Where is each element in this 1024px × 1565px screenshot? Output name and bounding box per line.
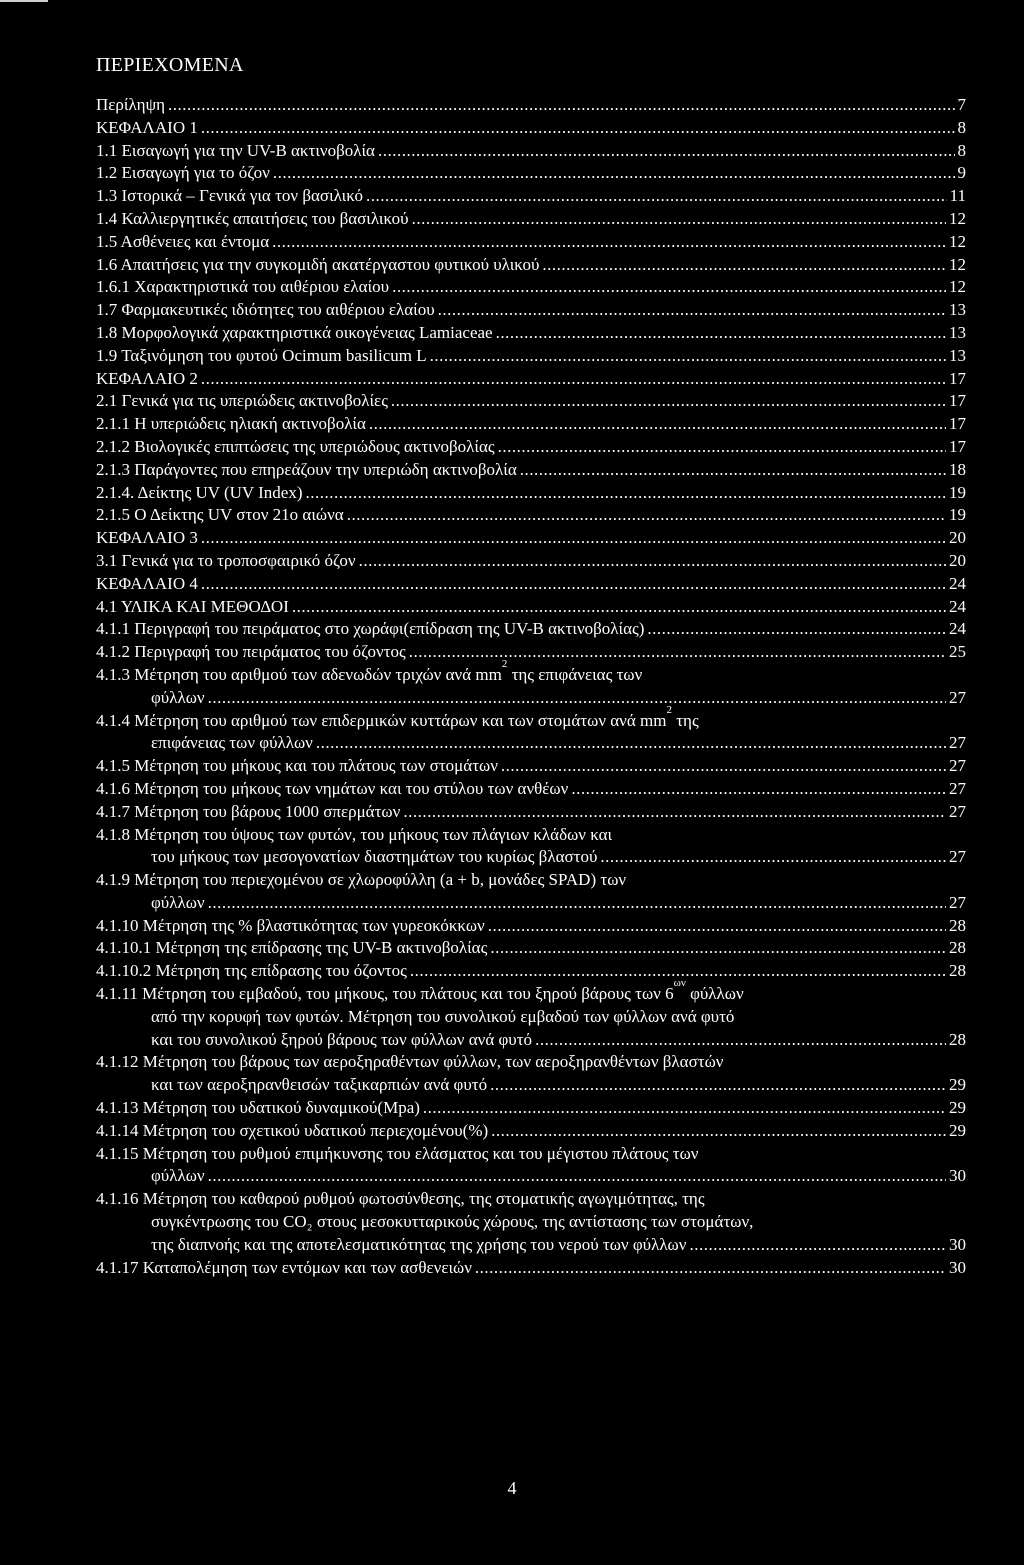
toc-entry <box>96 824 966 870</box>
toc-page-number: 27 <box>949 892 966 912</box>
toc-entry-title: 4.1.10.2 Μέτρηση της επίδρασης του όζοντος <box>96 961 407 981</box>
toc-entry-line <box>96 459 966 482</box>
dot-leader <box>423 1097 946 1120</box>
toc-entry-title: επιφάνειας των φύλλων <box>151 733 313 753</box>
toc-entry-line <box>96 641 966 664</box>
toc-entry-line <box>96 527 966 550</box>
toc-entry-line <box>96 657 643 687</box>
toc-page-number: 28 <box>949 915 966 935</box>
toc-entry <box>96 208 966 231</box>
toc-page-number: 25 <box>949 642 966 662</box>
toc-entry-title: και του συνολικού ξηρού βάρους των φύλλων ανά φυτό <box>151 1029 533 1049</box>
dot-leader <box>292 596 946 619</box>
toc-entry-line <box>96 299 966 322</box>
dot-leader <box>498 436 946 459</box>
dot-leader <box>496 322 946 345</box>
toc-entry <box>96 436 966 459</box>
toc-entry-title: από την κορυφή των φυτών. Μέτρηση του συνολικού εμβαδού των φύλλων ανά φυτό <box>151 1006 735 1026</box>
toc-page-number: 8 <box>957 140 966 160</box>
toc-entry <box>96 299 966 322</box>
toc-entry-line <box>96 231 966 254</box>
toc-entry-title: 4.1.11 Μέτρηση του εμβαδού, του μήκους, του πλάτους και του ξηρού βάρους των 6 <box>96 984 674 1004</box>
toc-entry-line <box>96 345 966 368</box>
dot-leader <box>412 208 946 231</box>
toc-entry <box>96 254 966 277</box>
toc-entry-title: 4.1.17 Καταπολέμηση των εντόμων και των ασθενειών <box>96 1257 472 1277</box>
toc-entry-title-continued: φύλλων <box>685 984 744 1004</box>
dot-leader <box>520 459 946 482</box>
toc-entry-line <box>96 413 966 436</box>
toc-entry-title: 2.1 Γενικά για τις υπεριώδεις ακτινοβολίες <box>96 391 388 411</box>
toc-entry-title: ΚΕΦΑΛΑΙΟ 1 <box>96 117 198 137</box>
toc-entry <box>96 618 966 641</box>
dot-leader <box>201 117 955 140</box>
toc-page-number: 13 <box>949 322 966 342</box>
toc-page-number: 17 <box>949 368 966 388</box>
toc-entry <box>96 413 966 436</box>
toc-entry <box>96 960 966 983</box>
dot-leader <box>535 1029 946 1052</box>
toc-entry-title: 4.1.2 Περιγραφή του πειράματος του όζοντος <box>96 642 406 662</box>
dot-leader <box>409 641 946 664</box>
toc-entry <box>96 573 966 596</box>
toc-entry-title: 4.1.6 Μέτρηση του μήκους των νημάτων και του στύλου των ανθέων <box>96 778 569 798</box>
toc-entry <box>96 504 966 527</box>
toc-entry-title: 1.4 Καλλιεργητικές απαιτήσεις του βασιλικού <box>96 208 409 228</box>
toc-entry-line <box>96 977 744 1006</box>
toc-entry-line <box>151 1234 966 1257</box>
toc-entry <box>96 915 966 938</box>
toc-entry-title: 4.1.12 Μέτρηση του βάρους των αεροξηραθέντων φύλλων, των αεροξηρανθέντων βλαστών <box>96 1052 724 1072</box>
toc-entry-line <box>96 1051 723 1074</box>
toc-entry-line <box>96 960 966 983</box>
toc-entry-line <box>96 368 966 391</box>
toc-entry <box>96 527 966 550</box>
toc-page-number: 29 <box>949 1075 966 1095</box>
toc-page-number: 24 <box>949 573 966 593</box>
toc-entry-superscript: 2 <box>666 703 672 716</box>
toc-entry-line <box>96 436 966 459</box>
toc-entry-title: 1.1 Εισαγωγή για την UV-B ακτινοβολία <box>96 140 375 160</box>
toc-entry-line <box>151 1006 966 1029</box>
toc-entry-line <box>96 390 966 413</box>
toc-entry <box>96 755 966 778</box>
toc-page-number: 28 <box>949 961 966 981</box>
toc-entry-line <box>96 778 966 801</box>
toc-entry-title: φύλλων <box>151 1166 205 1186</box>
toc-entry-line <box>96 140 966 163</box>
toc-entry <box>96 1051 966 1097</box>
toc-entry-title: και των αεροξηρανθεισών ταξικαρπιών ανά φυτό <box>151 1075 488 1095</box>
toc-entry-title: ΚΕΦΑΛΑΙΟ 2 <box>96 368 198 388</box>
toc-entry-line <box>151 732 966 755</box>
toc-entry <box>96 482 966 505</box>
toc-page-number: 27 <box>949 687 966 707</box>
toc-entry <box>96 140 966 163</box>
toc-entry-title: 4.1.4 Μέτρηση του αριθμού των επιδερμικών κυττάρων και των στομάτων ανά mm <box>96 710 667 730</box>
toc-entry-line <box>96 915 966 938</box>
toc-entry-title: 2.1.4. Δείκτης UV (UV Index) <box>96 482 303 502</box>
dot-leader <box>391 390 946 413</box>
toc-page-number: 12 <box>949 277 966 297</box>
toc-entry-title: ΚΕΦΑΛΑΙΟ 3 <box>96 528 198 548</box>
toc-entry-line <box>151 1165 966 1188</box>
toc-page-number: 24 <box>949 596 966 616</box>
toc-entry-title: ΚΕΦΑΛΑΙΟ 4 <box>96 573 198 593</box>
toc-entry-line <box>151 892 966 915</box>
toc-page-number: 28 <box>949 938 966 958</box>
toc-page-number: 30 <box>949 1234 966 1254</box>
toc-entry-superscript: ων <box>673 977 686 990</box>
toc-entry-title: 4.1.14 Μέτρηση του σχετικού υδατικού περιεχομένου(%) <box>96 1120 489 1140</box>
toc-page-number: 19 <box>949 482 966 502</box>
toc-page-number: 27 <box>949 756 966 776</box>
toc-page-number: 27 <box>949 801 966 821</box>
toc-entry-line <box>151 687 966 710</box>
toc-entry-title: 4.1.1 Περιγραφή του πειράματος στο χωράφι(επίδραση της UV-B ακτινοβολίας) <box>96 619 645 639</box>
toc-entry-title: 4.1.9 Μέτρηση του περιεχομένου σε χλωροφύλλη (a + b, μονάδες SPAD) των <box>96 870 627 890</box>
dot-leader <box>168 94 955 117</box>
toc-page-number: 30 <box>949 1166 966 1186</box>
toc-entry-line <box>96 1120 966 1143</box>
toc-entry <box>96 657 966 710</box>
dot-leader <box>306 482 947 505</box>
toc-entry-title: 1.3 Ιστορικά – Γενικά για τον βασιλικό <box>96 186 363 206</box>
toc-page-number: 12 <box>949 208 966 228</box>
toc-entry <box>96 345 966 368</box>
toc-page-number: 9 <box>957 163 966 183</box>
toc-page-number: 19 <box>949 505 966 525</box>
toc-page-number: 29 <box>949 1120 966 1140</box>
toc-entry <box>96 1188 966 1256</box>
toc-entry-title: 1.8 Μορφολογικά χαρακτηριστικά οικογένειας Lamiaceae <box>96 322 493 342</box>
dot-leader <box>430 345 946 368</box>
toc-entry-title: 4.1.15 Μέτρηση του ρυθμού επιμήκυνσης του ελάσματος και του μέγιστου πλάτους των <box>96 1143 699 1163</box>
toc-entry-line <box>96 276 966 299</box>
toc-entry-title: 1.9 Ταξινόμηση του φυτού Ocimum basilicum L <box>96 345 427 365</box>
dot-leader <box>490 937 946 960</box>
toc-page-number: 27 <box>949 733 966 753</box>
toc-entry-title-continued: της <box>671 710 699 730</box>
toc-entry-superscript: 2 <box>501 657 508 670</box>
toc-page-number: 24 <box>949 619 966 639</box>
toc-entry-title: 1.6 Απαιτήσεις για την συγκομιδή ακατέργαστου φυτικού υλικού <box>96 254 540 274</box>
toc-page-number: 27 <box>949 847 966 867</box>
toc-entry-line <box>96 94 966 117</box>
toc-entry-title: φύλλων <box>151 687 205 707</box>
toc-entry-line <box>151 1211 966 1234</box>
toc-page-number: 13 <box>949 345 966 365</box>
toc-entry-title: 4.1.3 Μέτρηση του αριθμού των αδενωδών τριχών ανά mm <box>96 664 502 684</box>
toc-entry-line <box>151 1029 966 1052</box>
toc-entry-title: 4.1.10 Μέτρηση της % βλαστικότητας των γυρεοκόκκων <box>96 915 485 935</box>
dot-leader <box>689 1234 946 1257</box>
toc-entry-title: 4.1 ΥΛΙΚΑ ΚΑΙ ΜΕΘΟΔΟΙ <box>96 596 289 616</box>
toc-page-number: 12 <box>949 231 966 251</box>
toc-page-number: 17 <box>949 414 966 434</box>
toc-entry-line <box>96 550 966 573</box>
toc-entry-line <box>96 755 966 778</box>
toc-page-number: 12 <box>949 254 966 274</box>
toc-entry-line <box>96 162 966 185</box>
toc-entry-line <box>96 618 966 641</box>
toc-page-number: 17 <box>949 436 966 456</box>
toc-entry <box>96 231 966 254</box>
toc-entry <box>96 977 966 1051</box>
toc-entry-line <box>96 504 966 527</box>
dot-leader <box>201 527 946 550</box>
toc-entry-title: συγκέντρωσης του CO₂ στους μεσοκυτταρικούς χώρους, της αντίστασης των στομάτων, <box>151 1212 754 1232</box>
toc-page-number: 29 <box>949 1098 966 1118</box>
toc-entry-title: του μήκους των μεσογονατίων διαστημάτων του κυρίως βλαστού <box>151 847 598 867</box>
toc-entry-title: 4.1.13 Μέτρηση του υδατικού δυναμικού(Mpa) <box>96 1098 420 1118</box>
toc-entry-line <box>96 869 626 892</box>
toc-entry-title: 2.1.2 Βιολογικές επιπτώσεις της υπεριώδους ακτινοβολίας <box>96 436 495 456</box>
toc-entry-title-continued: της επιφάνειας των <box>507 664 643 684</box>
dot-leader <box>438 299 946 322</box>
dot-leader <box>201 573 946 596</box>
dot-leader <box>475 1257 946 1280</box>
table-of-contents <box>96 94 966 1279</box>
dot-leader <box>600 846 946 869</box>
toc-entry-line <box>96 1188 705 1211</box>
toc-page-number: 11 <box>949 186 966 206</box>
toc-entry-line <box>96 596 966 619</box>
dot-leader <box>491 1120 946 1143</box>
toc-page-number: 20 <box>949 550 966 570</box>
dot-leader <box>488 915 946 938</box>
toc-entry-line <box>96 1257 966 1280</box>
toc-entry-title: 2.1.3 Παράγοντες που επηρεάζουν την υπεριώδη ακτινοβολία <box>96 459 517 479</box>
dot-leader <box>501 755 946 778</box>
toc-page-number: 13 <box>949 300 966 320</box>
dot-leader <box>647 618 946 641</box>
dot-leader <box>272 231 946 254</box>
toc-entry <box>96 641 966 664</box>
toc-entry-title: 4.1.10.1 Μέτρηση της επίδρασης της UV-B ακτινοβολίας <box>96 938 488 958</box>
toc-entry-title: 2.1.1 Η υπεριώδεις ηλιακή ακτινοβολία <box>96 414 366 434</box>
toc-entry-title: 2.1.5 Ο Δείκτης UV στον 21ο αιώνα <box>96 505 344 525</box>
page-number: 4 <box>507 1478 517 1498</box>
toc-entry <box>96 459 966 482</box>
toc-entry <box>96 703 966 756</box>
toc-entry-line <box>96 254 966 277</box>
dot-leader <box>347 504 946 527</box>
toc-page-number: 18 <box>949 459 966 479</box>
toc-entry-line <box>96 1143 698 1166</box>
dot-leader <box>366 185 947 208</box>
toc-entry <box>96 1257 966 1280</box>
toc-entry <box>96 94 966 117</box>
toc-entry-title: 1.5 Ασθένειες και έντομα <box>96 231 270 251</box>
dot-leader <box>201 368 946 391</box>
dot-leader <box>571 778 946 801</box>
toc-page-number: 28 <box>949 1029 966 1049</box>
toc-entry-line <box>96 703 699 733</box>
toc-entry-title: 4.1.16 Μέτρηση του καθαρού ρυθμού φωτοσύνθεσης, της στοματικής αγωγιμότητας, της <box>96 1189 705 1209</box>
dot-leader <box>359 550 946 573</box>
toc-page-number: 7 <box>957 95 966 114</box>
dot-leader <box>273 162 955 185</box>
toc-entry-line <box>96 801 966 824</box>
dot-leader <box>378 140 955 163</box>
toc-entry <box>96 937 966 960</box>
toc-entry <box>96 1097 966 1120</box>
top-edge-mark <box>0 0 48 2</box>
toc-entry <box>96 276 966 299</box>
toc-entry <box>96 550 966 573</box>
toc-entry <box>96 185 966 208</box>
toc-page-number: 27 <box>949 778 966 798</box>
toc-entry-line <box>96 573 966 596</box>
toc-entry-line <box>96 185 966 208</box>
toc-entry <box>96 596 966 619</box>
toc-entry-title: Περίληψη <box>96 95 165 114</box>
toc-entry-line <box>151 1074 966 1097</box>
toc-entry <box>96 1120 966 1143</box>
toc-entry-line <box>96 824 612 847</box>
toc-entry <box>96 869 966 915</box>
toc-entry-title: 3.1 Γενικά για το τροποσφαιρικό όζον <box>96 550 356 570</box>
toc-entry <box>96 162 966 185</box>
dot-leader <box>542 254 946 277</box>
toc-entry <box>96 390 966 413</box>
dot-leader <box>316 732 946 755</box>
toc-entry-title: 1.2 Εισαγωγή για το όζον <box>96 163 270 183</box>
toc-entry-line <box>96 1097 966 1120</box>
toc-entry-line <box>96 322 966 345</box>
toc-entry-line <box>151 846 966 869</box>
toc-entry-line <box>96 117 966 140</box>
toc-entry <box>96 368 966 391</box>
toc-page-number: 8 <box>957 117 966 137</box>
toc-entry <box>96 322 966 345</box>
dot-leader <box>208 892 946 915</box>
toc-entry-title: 4.1.8 Μέτρηση του ύψους των φυτών, του μήκους των πλάγιων κλάδων και <box>96 824 613 844</box>
toc-entry-line <box>96 937 966 960</box>
toc-entry <box>96 1143 966 1189</box>
toc-entry-title: φύλλων <box>151 892 205 912</box>
toc-entry-title: 4.1.5 Μέτρηση του μήκους και του πλάτους των στομάτων <box>96 756 498 776</box>
dot-leader <box>392 276 946 299</box>
toc-entry-title: 1.7 Φαρμακευτικές ιδιότητες του αιθέριου ελαίου <box>96 300 435 320</box>
toc-entry-line <box>96 482 966 505</box>
toc-entry-title: της διαπνοής και της αποτελεσματικότητας της χρήσης του νερού των φύλλων <box>151 1234 687 1254</box>
dot-leader <box>208 1165 946 1188</box>
toc-entry-title: 1.6.1 Χαρακτηριστικά του αιθέριου ελαίου <box>96 277 390 297</box>
toc-entry <box>96 801 966 824</box>
toc-entry <box>96 117 966 140</box>
toc-entry <box>96 778 966 801</box>
toc-page-number: 20 <box>949 528 966 548</box>
page-title: ΠΕΡΙΕΧΟΜΕΝΑ <box>96 54 244 76</box>
dot-leader <box>369 413 946 436</box>
dot-leader <box>208 687 946 710</box>
dot-leader <box>403 801 946 824</box>
toc-entry-title: 4.1.7 Μέτρηση του βάρους 1000 σπερμάτων <box>96 801 401 821</box>
toc-page-number: 17 <box>949 391 966 411</box>
dot-leader <box>490 1074 946 1097</box>
toc-entry-line <box>96 208 966 231</box>
toc-page-number: 30 <box>949 1257 966 1277</box>
